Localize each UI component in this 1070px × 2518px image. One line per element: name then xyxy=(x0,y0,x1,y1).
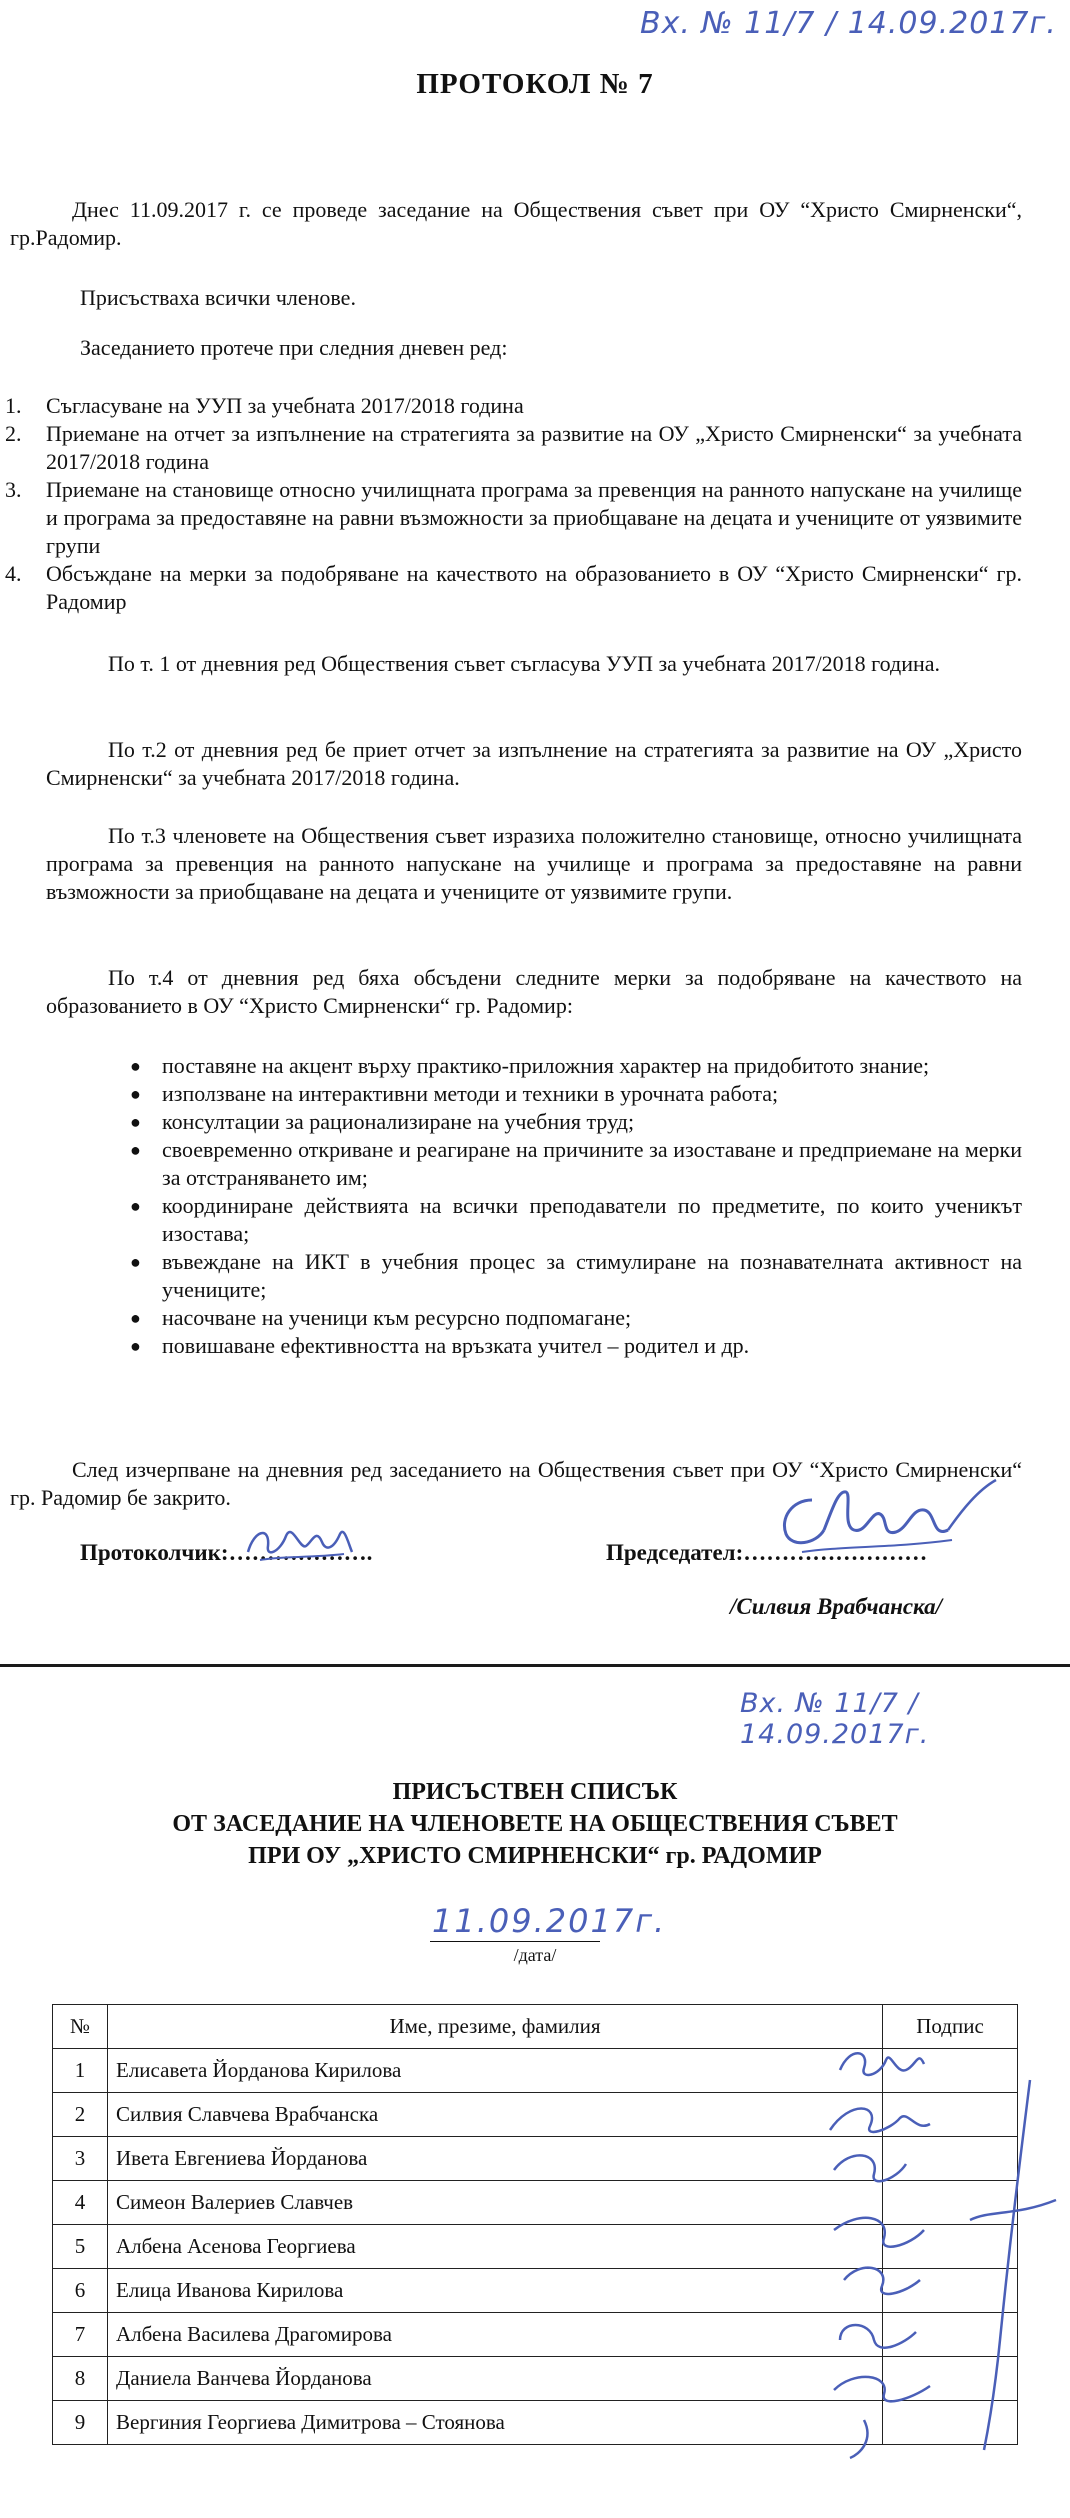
member-signatures-icon xyxy=(820,2040,1070,2460)
table-row: 3 Ивета Евгениева Йорданова xyxy=(53,2137,1018,2181)
attendance-heading-line: ОТ ЗАСЕДАНИЕ НА ЧЛЕНОВЕТЕ НА ОБЩЕСТВЕНИЯ СЪВЕТ xyxy=(172,1811,898,1837)
agenda-number: 2. xyxy=(5,421,22,446)
col-signature-header: Подпис xyxy=(883,2005,1018,2049)
table-row: 1 Елисавета Йорданова Кирилова xyxy=(53,2049,1018,2093)
closing-paragraph: След изчерпване на дневния ред заседанието на Обществения съвет при ОУ “Христо Смирненски“ гр. Радомир бе закрито. xyxy=(10,1457,1022,1510)
incoming-stamp-page2: Вх. № 11/7 / 14.09.2017г. xyxy=(740,1688,930,1750)
date-label: /дата/ xyxy=(513,1945,557,1965)
agenda-item xyxy=(0,420,1022,476)
chair-label: Председател: xyxy=(606,1540,744,1565)
chair-signature-icon xyxy=(772,1470,1002,1570)
member-name: Албена Асенова Георгиева xyxy=(108,2225,883,2269)
bullet-icon: ● xyxy=(130,1112,141,1132)
table-row: 5 Албена Асенова Георгиева xyxy=(53,2225,1018,2269)
table-row: 4 Симеон Валериев Славчев xyxy=(53,2181,1018,2225)
bullet-icon: ● xyxy=(130,1196,141,1216)
agenda-item xyxy=(0,392,1022,420)
member-name: Вергиния Георгиева Димитрова – Стоянова xyxy=(108,2401,883,2445)
bullet-icon: ● xyxy=(130,1252,141,1272)
agenda-number: 1. xyxy=(5,393,22,418)
bullet-icon: ● xyxy=(130,1308,141,1328)
agenda-number: 4. xyxy=(5,561,22,586)
agenda-text: Обсъждане на мерки за подобряване на качеството на образованието в ОУ “Христо Смирненски“ гр. Радомир xyxy=(46,561,1022,614)
secretary-label: Протоколчик: xyxy=(80,1540,229,1565)
agenda-text: Съгласуване на УУП за учебната 2017/2018 година xyxy=(46,393,524,418)
measure-item: ● въвеждане на ИКТ в учебния процес за стимулиране на познавателната активност на учениците; xyxy=(130,1249,1022,1302)
member-name: Ивета Евгениева Йорданова xyxy=(108,2137,883,2181)
measure-item: ● консултации за рационализиране на учебния труд; xyxy=(130,1109,635,1134)
member-name: Албена Василева Драгомирова xyxy=(108,2313,883,2357)
item4-paragraph: По т.4 от дневния ред бяха обсъдени следните мерки за подобряване на качеството на образованието в ОУ “Христо Смирненски“ гр. Радомир: xyxy=(46,965,1022,1018)
chair-dots: …………………… xyxy=(743,1540,928,1565)
member-name: Симеон Валериев Славчев xyxy=(108,2181,883,2225)
member-name: Елица Иванова Кирилова xyxy=(108,2269,883,2313)
measure-item: ● използване на интерактивни методи и техники в урочната работа; xyxy=(130,1081,779,1106)
attendance-heading-line: ПРИ ОУ „ХРИСТО СМИРНЕНСКИ“ гр. РАДОМИР xyxy=(248,1843,822,1869)
meeting-date: 11.09.2017г. xyxy=(432,1902,667,1940)
chair-name: /Силвия Врабчанска/ xyxy=(730,1594,943,1619)
agenda-text: Приемане на отчет за изпълнение на стратегията за развитие на ОУ „Христо Смирненски“ за учебната 2017/2018 година xyxy=(46,421,1022,474)
agenda-number: 3. xyxy=(5,477,22,502)
date-underline xyxy=(430,1941,600,1942)
bullet-icon: ● xyxy=(130,1336,141,1356)
page-divider xyxy=(0,1664,1070,1667)
table-row: 9 Вергиния Георгиева Димитрова – Стоянова xyxy=(53,2401,1018,2445)
measure-item: ● повишаване ефективността на връзката учител – родител и др. xyxy=(130,1333,750,1358)
attendance-heading-line: ПРИСЪСТВЕН СПИСЪК xyxy=(392,1779,678,1805)
measures-list xyxy=(130,1052,1022,1360)
bullet-icon: ● xyxy=(130,1084,141,1104)
member-name: Елисавета Йорданова Кирилова xyxy=(108,2049,883,2093)
item1-paragraph: По т. 1 от дневния ред Обществения съвет съгласува УУП за учебната 2017/2018 година. xyxy=(108,651,941,676)
agenda-item xyxy=(0,476,1022,560)
incoming-stamp: Вх. № 11/7 / 14.09.2017г. xyxy=(640,6,1057,41)
bullet-icon: ● xyxy=(130,1140,141,1160)
item3-paragraph: По т.3 членовете на Обществения съвет изразиха положително становище, относно училищната програма за превенция на ранното напускане на училище и програма за предоставяне на равни възможности за приобщаване на децата и учениците от уязвимите групи. xyxy=(46,823,1022,904)
agenda-intro: Заседанието протече при следния дневен ред: xyxy=(80,335,508,360)
measure-item: ● своевременно откриване и реагиране на причините за изоставане и предприемане на мерки за отстраняването им; xyxy=(130,1137,1022,1190)
col-number-header: № xyxy=(53,2005,108,2049)
col-name-header: Име, презиме, фамилия xyxy=(108,2005,883,2049)
table-row: 8 Даниела Ванчева Йорданова xyxy=(53,2357,1018,2401)
table-row: 6 Елица Иванова Кирилова xyxy=(53,2269,1018,2313)
secretary-dots: ………………. xyxy=(228,1540,373,1565)
member-name: Силвия Славчева Врабчанска xyxy=(108,2093,883,2137)
agenda-item xyxy=(0,560,1022,616)
protocol-title: ПРОТОКОЛ № 7 xyxy=(416,68,654,100)
intro-paragraph: Днес 11.09.2017 г. се проведе заседание на Обществения съвет при ОУ “Христо Смирненски“, гр.Радомир. xyxy=(10,197,1022,250)
present-paragraph: Присъстваха всички членове. xyxy=(80,285,356,310)
agenda-text: Приемане на становище относно училищната програма за превенция на ранното напускане на училище и програма за предоставяне на равни възможности за приобщаване на децата и учениците от уязвимите групи xyxy=(46,477,1022,558)
table-row: 7 Албена Василева Драгомирова xyxy=(53,2313,1018,2357)
measure-item: ● поставяне на акцент върху практико-приложния характер на придобитото знание; xyxy=(130,1053,930,1078)
secretary-signature-icon xyxy=(240,1512,360,1572)
item2-paragraph: По т.2 от дневния ред бе приет отчет за изпълнение на стратегията за развитие на ОУ „Христо Смирненски“ за учебната 2017/2018 година. xyxy=(46,737,1022,790)
bullet-icon: ● xyxy=(130,1056,141,1076)
measure-item: ● координиране действията на всички преподаватели по предметите, по които ученикът изостава; xyxy=(130,1193,1022,1246)
member-name: Даниела Ванчева Йорданова xyxy=(108,2357,883,2401)
table-row: 2 Силвия Славчева Врабчанска xyxy=(53,2093,1018,2137)
agenda-list xyxy=(0,392,1022,616)
measure-item: ● насочване на ученици към ресурсно подпомагане; xyxy=(130,1305,632,1330)
